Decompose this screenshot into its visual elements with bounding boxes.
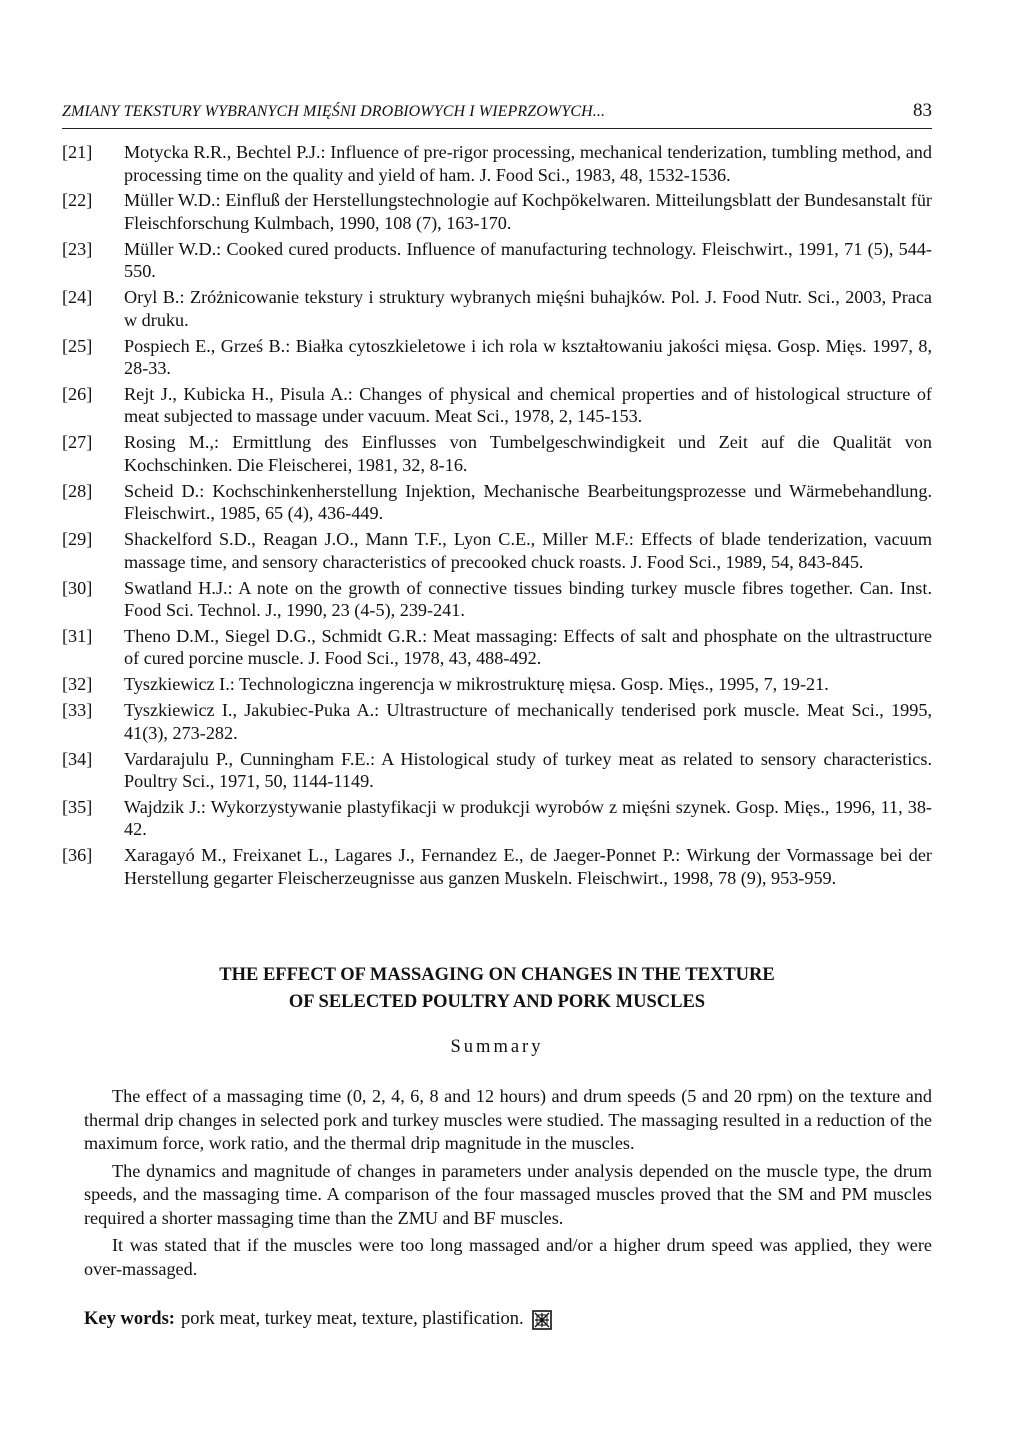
reference-text: Pospiech E., Grześ B.: Białka cytoszkieletowe i ich rola w kształtowaniu jakości mięsa. Gosp. Mięs. 1997, 8, 28-33. [124,335,932,379]
reference-text: Xaragayó M., Freixanet L., Lagares J., Fernandez E., de Jaeger-Ponnet P.: Wirkung der Vormassage bei der Herstellung gegarter Fleischerzeugnisse aus ganzen Muskeln. Fleischwirt., 1998, 78 (9), 953-959. [124,845,932,888]
reference-item [62,699,932,744]
reference-number: [29] [62,529,93,550]
reference-text: Müller W.D.: Cooked cured products. Influence of manufacturing technology. Fleischwirt., 1991, 71 (5), 544-550. [124,238,932,282]
running-title: ZMIANY TEKSTURY WYBRANYCH MIĘŚNI DROBIOWYCH I WIEPRZOWYCH... [62,103,606,120]
reference-number: [32] [62,674,93,695]
reference-text: Tyszkiewicz I., Jakubiec-Puka A.: Ultrastructure of mechanically tenderised pork muscle. Meat Sci., 1995, 41(3), 273-282. [124,700,932,743]
reference-number: [34] [62,748,93,769]
reference-item [62,335,932,380]
reference-item [62,286,932,331]
reference-number: [28] [62,480,93,501]
keywords-list: pork meat, turkey meat, texture, plastification. [180,1309,524,1329]
reference-number: [23] [62,238,93,259]
reference-item [62,673,932,696]
reference-item [62,383,932,428]
reference-text: Rejt J., Kubicka H., Pisula A.: Changes of physical and chemical properties and of histological structure of meat subjected to massage under vacuum. Meat Sci., 1978, 2, 145-153. [124,383,932,427]
reference-list [62,141,932,893]
reference-text: Tyszkiewicz I.: Technologiczna ingerencja w mikrostrukturę mięsa. Gosp. Mięs., 1995, 7, 19-21. [124,674,829,695]
reference-number: [25] [62,335,93,356]
reference-text: Scheid D.: Kochschinkenherstellung Injektion, Mechanische Bearbeitungsprozesse und Wärmebehandlung. Fleischwirt., 1985, 65 (4), 436-449. [124,480,932,524]
reference-text: Swatland H.J.: A note on the growth of connective tissues binding turkey muscle fibres together. Can. Inst. Food Sci. Technol. J., 1990, 23 (4-5), 239-241. [124,577,932,621]
reference-item [62,238,932,283]
reference-number: [21] [62,142,93,162]
reference-number: [30] [62,577,93,598]
summary-paragraph-1: The effect of a massaging time (0, 2, 4, 6, 8 and 12 hours) and drum speeds (5 and 20 rpm) on the texture and thermal drip changes in selected pork and turkey muscles were studied. The massaging resulted in a reduction of the maximum force, work ratio, and the thermal drip magnitude in the muscles. [84,1086,932,1153]
running-header [62,100,932,129]
reference-number: [31] [62,625,93,646]
summary-title-line-2: OF SELECTED POULTRY AND PORK MUSCLES [288,992,706,1012]
reference-item [62,625,932,670]
keywords [84,1309,552,1330]
reference-item [62,528,932,573]
reference-text: Theno D.M., Siegel D.G., Schmidt G.R.: Meat massaging: Effects of salt and phosphate on the ultrastructure of cured porcine muscle. J. Food Sci., 1978, 43, 488-492. [124,625,932,669]
reference-number: [22] [62,190,93,211]
reference-item [62,431,932,476]
reference-text: Motycka R.R., Bechtel P.J.: Influence of pre-rigor processing, mechanical tenderization, tumbling method, and processing time on the quality and yield of ham. J. Food Sci., 1983, 48, 1532-1536. [124,142,932,185]
reference-text: Rosing M.,: Ermittlung des Einflusses von Tumbelgeschwindigkeit und Zeit auf die Qualität von Kochschinken. Die Fleischerei, 1981, 32, 8-16. [124,432,932,475]
reference-item [62,796,932,841]
reference-text: Oryl B.: Zróżnicowanie tekstury i struktury wybranych mięśni buhajków. Pol. J. Food Nutr. Sci., 2003, Praca w druku. [124,287,932,330]
reference-number: [24] [62,287,93,308]
reference-text: Wajdzik J.: Wykorzystywanie plastyfikacji w produkcji wyrobów z mięśni szynek. Gosp. Mięs., 1996, 11, 38-42. [124,796,932,840]
keywords-label: Key words: [84,1309,175,1329]
reference-text: Shackelford S.D., Reagan J.O., Mann T.F., Lyon C.E., Miller M.F.: Effects of blade tenderization, vacuum massage time, and sensory characteristics of precooked chuck roasts. J. Food Sci., 1989, 54, 843-845. [124,529,932,572]
reference-item [62,141,932,186]
reference-number: [33] [62,700,93,721]
reference-item [62,189,932,234]
reference-item [62,480,932,525]
reference-number: [35] [62,796,93,817]
reference-text: Vardarajulu P., Cunningham F.E.: A Histological study of turkey meat as related to sensory characteristics. Poultry Sci., 1971, 50, 1144-1149. [124,748,932,792]
summary-title [62,962,932,1016]
reference-number: [36] [62,845,93,866]
reference-text: Müller W.D.: Einfluß der Herstellungstechnologie auf Kochpökelwaren. Mitteilungsblatt der Bundesanstalt für Fleischforschung Kulmbach, 1990, 108 (7), 163-170. [124,190,932,233]
summary-title-line-1: THE EFFECT OF MASSAGING ON CHANGES IN THE TEXTURE [219,965,775,985]
reference-number: [27] [62,432,93,453]
reference-number: [26] [62,383,93,404]
page-number: 83 [913,100,932,121]
summary-body [84,1085,932,1285]
reference-item [62,844,932,889]
reference-item [62,748,932,793]
end-of-article-icon [532,1310,552,1330]
summary-paragraph-2: The dynamics and magnitude of changes in parameters under analysis depended on the muscle type, the drum speeds, and the massaging time. A comparison of the four massaged muscles proved that the SM and PM muscles required a shorter massaging time than the ZMU and BF muscles. [84,1160,932,1228]
summary-heading: Summary [450,1037,544,1057]
summary-paragraph-3: It was stated that if the muscles were too long massaged and/or a higher drum speed was applied, they were over-massaged. [84,1235,932,1279]
reference-item [62,577,932,622]
